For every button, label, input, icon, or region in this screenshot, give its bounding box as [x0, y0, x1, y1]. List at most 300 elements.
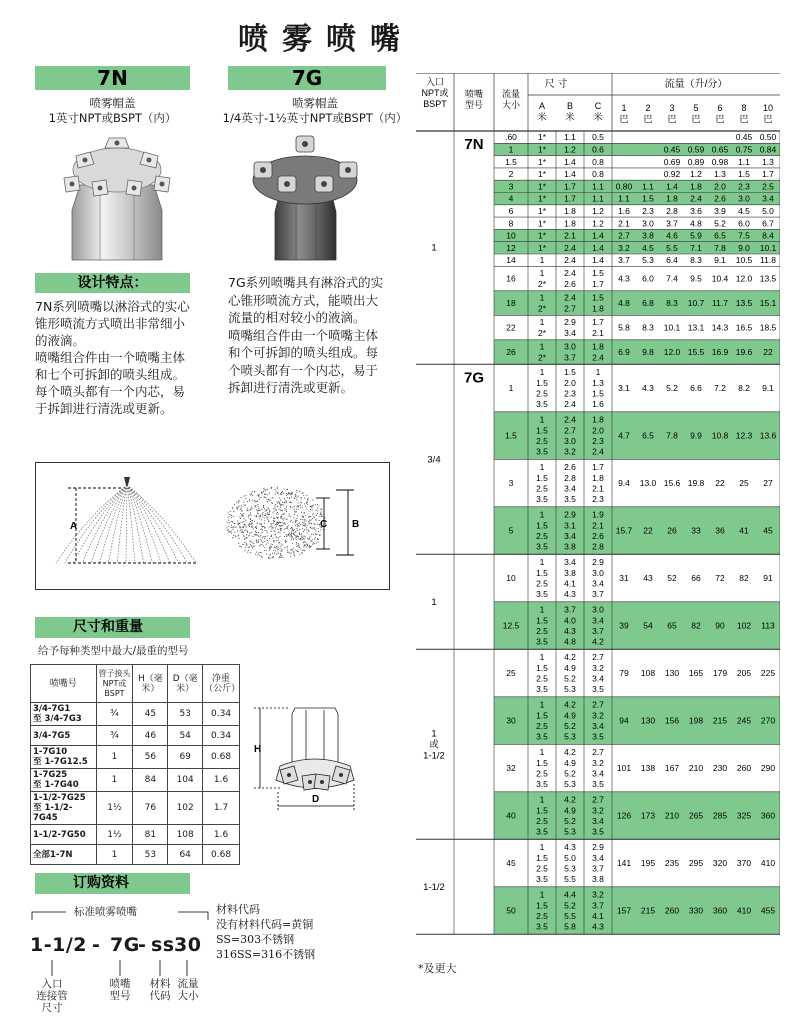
flow-cell-c: 3.8: [592, 873, 604, 884]
header-bar-unit: 巴: [763, 114, 773, 124]
flow-cell-b: 3.7: [564, 604, 576, 615]
flow-cell-rate: 12.0: [735, 273, 753, 284]
spray-dot: [271, 530, 272, 531]
flow-cell-rate: 3.0: [642, 218, 654, 229]
spray-dot: [296, 546, 297, 547]
spray-dot: [231, 525, 232, 526]
flow-cell-rate: 265: [688, 810, 704, 821]
spray-dot: [304, 521, 305, 522]
flow-cell-rate: 12.3: [735, 430, 753, 441]
spray-dot: [237, 507, 238, 508]
flow-cell-c: 2.7: [592, 652, 604, 663]
spray-dot: [296, 550, 297, 551]
spray-dot: [292, 543, 293, 544]
spray-dot: [272, 526, 273, 527]
flow-cell-b: 2.4: [564, 268, 576, 279]
flow-cell-c: 1.4: [592, 255, 604, 266]
spray-dot: [243, 502, 244, 503]
spray-dot: [296, 528, 297, 529]
spray-dot: [312, 509, 313, 510]
features-7g-line: 喷嘴组合件由一个喷嘴主体: [228, 327, 379, 343]
header-bar: 2: [645, 103, 651, 113]
flow-cell-rate: 10.4: [711, 273, 729, 284]
spray-dot: [228, 516, 229, 517]
flow-cell-b: 2.1: [564, 230, 576, 241]
spray-dot: [290, 521, 291, 522]
flow-cell-cap: 45: [506, 858, 516, 869]
flow-cell-a: 3.5: [536, 446, 548, 457]
dims-cell-d: 69: [168, 746, 203, 769]
flow-cell-cap: 26: [506, 347, 516, 358]
spray-dot: [276, 491, 277, 492]
spray-dot: [258, 540, 259, 541]
dims-cell-weight: 0.68: [203, 845, 240, 865]
spray-dot: [306, 503, 307, 504]
features-7n-line: 于拆卸进行清洗或更新。: [35, 401, 173, 416]
flow-cell-rate: 3.7: [666, 218, 678, 229]
spray-dot: [257, 501, 258, 502]
spray-dot: [308, 521, 309, 522]
spray-dot: [277, 524, 278, 525]
spray-dot: [234, 523, 235, 524]
flow-cell-rate: 0.45: [663, 144, 681, 155]
flow-cell-b: 1.5: [564, 367, 576, 378]
flow-cell-a: 2.5: [536, 530, 548, 541]
spray-dot: [240, 518, 241, 519]
features-7n-line: 每个喷头都有一个内芯，易: [35, 384, 186, 399]
flow-cell-b: 4.9: [564, 757, 576, 768]
spray-dot: [299, 547, 300, 548]
order-label-line: 尺寸: [41, 1002, 63, 1014]
dims-cell-h: 84: [133, 769, 168, 792]
flow-cell-rate: 19.6: [735, 347, 753, 358]
spray-dot: [277, 518, 278, 519]
spray-dot: [253, 528, 254, 529]
spray-dot: [263, 507, 264, 508]
spray-dot: [258, 508, 259, 509]
spray-dot: [260, 516, 261, 517]
flow-cell-c: 3.2: [592, 662, 604, 673]
spray-dot: [280, 546, 281, 547]
spray-dot: [310, 506, 311, 507]
spray-dot: [298, 545, 299, 546]
flow-cell-c: 1.1: [592, 193, 604, 204]
spray-dot: [294, 517, 295, 518]
spray-dot: [307, 504, 308, 505]
spray-dot: [275, 547, 276, 548]
spray-line: [100, 485, 127, 563]
spray-dot: [293, 538, 294, 539]
flow-cell-rate: 9.8: [642, 347, 654, 358]
flow-cell-rate: 16.9: [711, 347, 729, 358]
spray-dot: [298, 536, 299, 537]
flow-cell-cap: .60: [505, 132, 517, 143]
spray-dot: [240, 497, 241, 498]
spray-dot: [315, 537, 316, 538]
dims-cell-weight: 1.6: [203, 825, 240, 845]
spray-dot: [240, 509, 241, 510]
spray-dot: [238, 506, 239, 507]
spray-dot: [228, 520, 229, 521]
spray-dot: [306, 495, 307, 496]
dims-cell-d: 104: [168, 769, 203, 792]
flow-cell-a: 3.5: [536, 778, 548, 789]
spray-dot: [311, 507, 312, 508]
flow-cell-rate: 173: [640, 810, 656, 821]
flow-cell-c: 3.4: [592, 673, 604, 684]
spray-dot: [262, 529, 263, 530]
spray-dot: [276, 547, 277, 548]
spray-dot: [244, 539, 245, 540]
spray-dot: [259, 555, 260, 556]
spray-dot: [317, 528, 318, 529]
spray-dot: [312, 539, 313, 540]
flow-cell-c: 1.5: [592, 292, 604, 303]
flow-cell-b: 5.5: [564, 873, 576, 884]
spray-dot: [306, 544, 307, 545]
dims-cell-model: [31, 746, 97, 769]
spray-dot: [296, 509, 297, 510]
spray-dot: [300, 519, 301, 520]
spray-dot: [250, 544, 251, 545]
header-model: 型号: [464, 100, 484, 110]
flow-cell-cap: 3: [508, 478, 514, 489]
spray-dot: [320, 514, 321, 515]
spray-dot: [257, 522, 258, 523]
spray-pattern-svg: [36, 463, 388, 588]
spray-dot: [308, 530, 309, 531]
flow-inlet: 1: [431, 596, 437, 608]
spray-dot: [311, 541, 312, 542]
flow-cell-rate: 10.1: [663, 322, 681, 333]
spray-dot: [257, 554, 258, 555]
flow-cell-rate: 260: [664, 905, 680, 916]
spray-dot: [291, 502, 292, 503]
flow-cell-rate: 295: [688, 858, 704, 869]
flow-cell-rate: 26: [667, 525, 677, 536]
spray-dot: [269, 511, 270, 512]
spray-dot: [318, 505, 319, 506]
flow-cell-rate: 1.7: [762, 169, 774, 180]
header-size: 尺 寸: [544, 79, 568, 90]
flow-cell-a: 1: [539, 794, 545, 805]
spray-dot: [295, 521, 296, 522]
flow-cell-rate: 11.7: [712, 298, 728, 309]
spray-dot: [264, 523, 265, 524]
spray-dot: [254, 515, 255, 516]
spray-dot: [260, 535, 261, 536]
features-heading: 设计特点：: [35, 273, 190, 293]
flow-cell-rate: 7.5: [738, 230, 750, 241]
flow-cell-a: 2*: [537, 328, 547, 339]
flow-inlet: 3/4: [427, 454, 441, 466]
spray-dot: [249, 541, 250, 542]
spray-dot: [234, 504, 235, 505]
flow-cell-a: 2.5: [536, 388, 548, 399]
spray-dot: [266, 499, 267, 500]
spray-dot: [314, 529, 315, 530]
model-7g-desc: [215, 96, 415, 126]
flow-cell-a: 1: [539, 509, 545, 520]
spray-dot: [294, 497, 295, 498]
dims-model-line: 至 1-1/2-7G45: [33, 803, 73, 823]
spray-dot: [261, 519, 262, 520]
spray-dot: [226, 527, 227, 528]
flow-cell-rate: 79: [619, 668, 629, 679]
flow-cell-a: 2*: [537, 303, 547, 314]
spray-dot: [254, 506, 255, 507]
order-example: [30, 900, 390, 1025]
flow-cell-cap: 22: [506, 322, 516, 333]
spray-dot: [312, 514, 313, 515]
spray-dot: [247, 532, 248, 533]
spray-dot: [302, 539, 303, 540]
spray-dot: [249, 523, 250, 524]
flow-cell-rate: 113: [761, 620, 775, 631]
spray-dot: [246, 545, 247, 546]
spray-dot: [233, 526, 234, 527]
dims-row: [31, 726, 240, 746]
order-label-line: 材料: [149, 978, 171, 990]
spray-dot: [273, 508, 274, 509]
order-label-line: 入口: [41, 978, 63, 990]
flow-cell-a: 1*: [537, 205, 547, 216]
spray-dot: [302, 537, 303, 538]
spray-dot: [269, 554, 270, 555]
spray-dot: [267, 489, 268, 490]
header-bar-unit: 巴: [715, 114, 725, 124]
spray-dot: [287, 550, 288, 551]
flow-cell-rate: 11.8: [760, 255, 776, 266]
flow-cell-c: 2.1: [592, 483, 604, 494]
spray-dot: [270, 526, 271, 527]
spray-dot: [275, 536, 276, 537]
header-bar: 3: [669, 103, 675, 113]
order-label-line: 流量: [177, 978, 199, 990]
order-part-model: 7G: [110, 934, 140, 956]
spray-dot: [291, 549, 292, 550]
spray-dot: [309, 516, 310, 517]
spray-dot: [262, 532, 263, 533]
spray-dot: [292, 507, 293, 508]
flow-cell-rate: 102: [736, 620, 752, 631]
flow-cell-a: 1*: [537, 181, 547, 192]
flow-cell-c: 3.0: [592, 567, 604, 578]
spray-dot: [253, 536, 254, 537]
flow-inlet: 或: [429, 739, 439, 751]
spray-dot: [276, 510, 277, 511]
spray-dot: [274, 489, 275, 490]
spray-dot: [295, 496, 296, 497]
spray-dot: [310, 520, 311, 521]
spray-dot: [255, 505, 256, 506]
spray-dot: [302, 516, 303, 517]
spray-dot: [305, 542, 306, 543]
spray-dot: [254, 521, 255, 522]
spray-dot: [264, 520, 265, 521]
header-bar-unit: 巴: [691, 114, 701, 124]
spray-dot: [241, 507, 242, 508]
spray-dot: [260, 515, 261, 516]
spray-dot: [280, 551, 281, 552]
flow-cell-rate: 65: [667, 620, 677, 631]
spray-dot: [307, 538, 308, 539]
spray-dot: [264, 494, 265, 495]
spray-label-c: C: [320, 519, 328, 530]
flow-cell-c: 2.7: [592, 794, 604, 805]
spray-dot: [303, 531, 304, 532]
spray-dot: [245, 505, 246, 506]
flow-cell-rate: 225: [760, 668, 776, 679]
flow-cell-rate: 235: [664, 858, 680, 869]
flow-cell-rate: 6.9: [618, 347, 630, 358]
spray-dot: [276, 513, 277, 514]
material-line: 材料代码: [216, 903, 260, 916]
spray-dot: [259, 545, 260, 546]
spray-dot: [269, 527, 270, 528]
flow-cell-rate: 2.6: [714, 193, 726, 204]
spray-dot: [278, 537, 279, 538]
flow-cell-rate: 210: [688, 763, 704, 774]
dims-cell-h: 45: [133, 703, 168, 726]
spray-dot: [265, 513, 266, 514]
spray-dot: [286, 526, 287, 527]
spray-dot: [264, 550, 265, 551]
spray-dot: [279, 532, 280, 533]
spray-dot: [269, 512, 270, 513]
spray-dot: [229, 514, 230, 515]
features-7g-line: 7G系列喷嘴具有淋浴式的实: [228, 275, 384, 290]
spray-dot: [246, 543, 247, 544]
flow-cell-a: 2.5: [536, 768, 548, 779]
flow-cell-b: 4.2: [564, 747, 576, 758]
spray-dot: [280, 548, 281, 549]
flow-cell-b: 2.8: [564, 472, 576, 483]
spray-dot: [252, 542, 253, 543]
spray-dot: [296, 535, 297, 536]
flow-cell-b: 2.4: [564, 398, 576, 409]
spray-dot: [300, 505, 301, 506]
spray-dot: [298, 496, 299, 497]
flow-cell-c: 4.1: [592, 910, 604, 921]
spray-dot: [305, 515, 306, 516]
spray-line: [127, 485, 135, 563]
spray-dot: [261, 556, 262, 557]
features-7g-line: 拆卸进行清洗或更新。: [228, 380, 354, 395]
dims-cell-pipe: 1: [96, 845, 133, 865]
flow-cell-c: 3.4: [592, 720, 604, 731]
spray-dot: [272, 557, 273, 558]
flow-cell-a: 2.5: [536, 863, 548, 874]
flow-cell-rate: 0.65: [711, 144, 729, 155]
flow-cell-a: 1.5: [536, 472, 548, 483]
spray-dot: [292, 536, 293, 537]
spray-dot: [311, 534, 312, 535]
flow-cell-rate: 6.6: [690, 383, 702, 394]
spray-dot: [244, 550, 245, 551]
spray-dot: [277, 503, 278, 504]
spray-dot: [284, 508, 285, 509]
spray-dot: [271, 524, 272, 525]
spray-dot: [311, 519, 312, 520]
flow-cell-a: 1.5: [536, 567, 548, 578]
flow-cell-b: 5.2: [564, 900, 576, 911]
flow-cell-rate: 54: [643, 620, 653, 631]
dims-header-h: H（毫米）: [133, 665, 168, 703]
flow-cell-rate: 3.8: [642, 230, 654, 241]
spray-dot: [232, 537, 233, 538]
flow-cell-cap: 40: [506, 810, 516, 821]
flow-cell-b: 2.4: [564, 242, 576, 253]
spray-dot: [306, 547, 307, 548]
dims-cell-h: 56: [133, 746, 168, 769]
dims-model-line: 1-1/2-7G25: [33, 793, 86, 803]
spray-dot: [239, 516, 240, 517]
spray-label-b: B: [352, 519, 360, 530]
spray-dot: [285, 542, 286, 543]
flow-cell-rate: 6.7: [762, 218, 774, 229]
spray-dot: [283, 504, 284, 505]
spray-dot: [277, 492, 278, 493]
flow-cell-rate: 156: [664, 715, 680, 726]
flow-cell-rate: 4.7: [618, 430, 630, 441]
spray-dot: [275, 550, 276, 551]
spray-dot: [309, 522, 310, 523]
spray-dot: [296, 499, 297, 500]
flow-cell-a: 3.5: [536, 826, 548, 837]
spray-dot: [302, 522, 303, 523]
order-part-material: ss: [151, 934, 175, 956]
spray-dot: [252, 495, 253, 496]
spray-dot: [268, 507, 269, 508]
spray-dot: [271, 523, 272, 524]
spray-dot: [273, 530, 274, 531]
flow-cell-c: 1: [595, 367, 601, 378]
spray-dot: [252, 527, 253, 528]
dims-note: 给予每种类型中最大/最重的型号: [38, 645, 189, 657]
spray-dot: [278, 543, 279, 544]
flow-cell-rate: 9.4: [618, 478, 630, 489]
spray-dot: [274, 518, 275, 519]
dims-model-line: 至 1-7G12.5: [33, 757, 88, 767]
spray-dot: [295, 535, 296, 536]
flow-cell-a: 1*: [537, 218, 547, 229]
spray-dot: [291, 494, 292, 495]
model-7g-header: 7G: [228, 66, 386, 90]
flow-cell-a: 1: [539, 842, 545, 853]
order-heading: 订购资料: [35, 873, 190, 894]
spray-dot: [278, 514, 279, 515]
flow-cell-c: 1.8: [592, 414, 604, 425]
spray-dot: [289, 502, 290, 503]
spray-dot: [275, 507, 276, 508]
flow-cell-b: 3.0: [564, 435, 576, 446]
spray-dot: [306, 508, 307, 509]
flow-cell-rate: 2.7: [618, 230, 630, 241]
flow-cell-a: 1: [539, 699, 545, 710]
spray-dot: [291, 520, 292, 521]
dims-model-line: 1-7G10: [33, 747, 68, 757]
spray-dot: [251, 532, 252, 533]
spray-dot: [283, 523, 284, 524]
spray-line: [74, 485, 128, 563]
spray-dot: [271, 536, 272, 537]
spray-dot: [263, 545, 264, 546]
order-label-flow: [172, 978, 204, 1002]
spray-dot: [295, 520, 296, 521]
dims-cell-d: 102: [168, 792, 203, 825]
spray-dot: [294, 506, 295, 507]
